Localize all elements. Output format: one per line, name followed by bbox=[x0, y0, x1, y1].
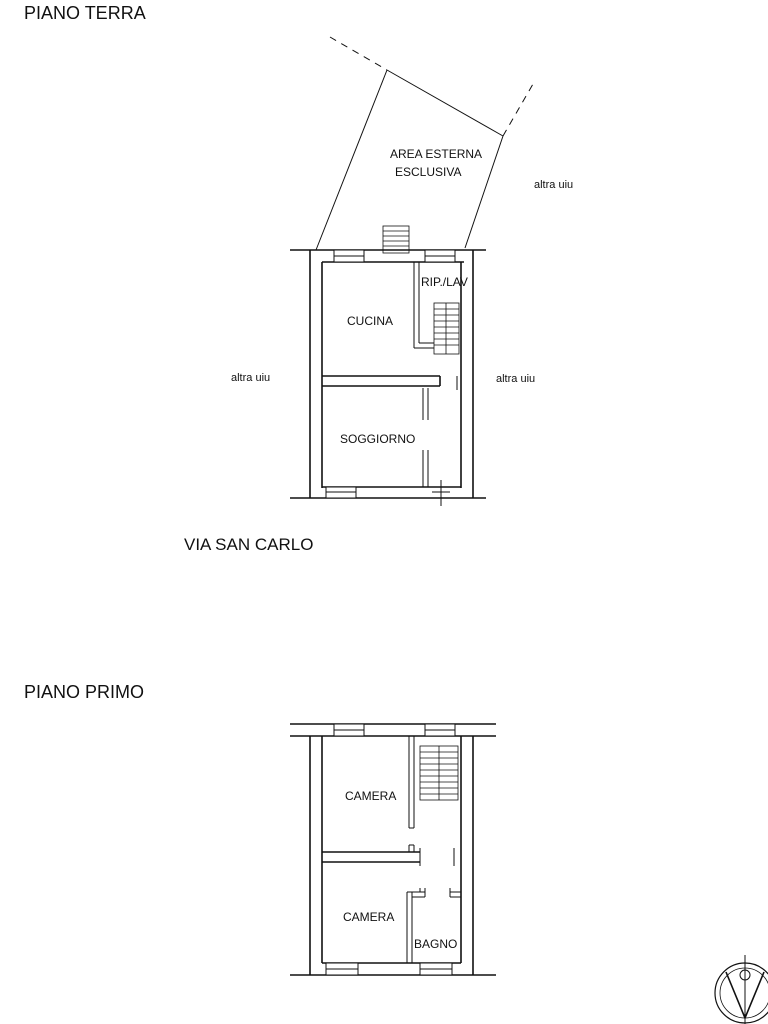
first-floor-title: PIANO PRIMO bbox=[24, 682, 145, 702]
outdoor-area-label-line2: ESCLUSIVA bbox=[395, 165, 462, 179]
bedroom-label: CAMERA bbox=[343, 910, 395, 924]
living-room-label: SOGGIORNO bbox=[340, 432, 416, 446]
outdoor-area-label: AREA ESTERNA bbox=[390, 147, 483, 161]
ground-floor-title: PIANO TERRA bbox=[24, 3, 146, 23]
first-floor-stair bbox=[420, 746, 458, 800]
surveyor-compass-logo-icon bbox=[715, 955, 768, 1024]
bathroom-label: BAGNO bbox=[414, 937, 458, 951]
first-floor-walls bbox=[290, 724, 496, 975]
ground-floor-stair bbox=[434, 303, 459, 354]
outdoor-steps bbox=[383, 226, 409, 253]
street-name: VIA SAN CARLO bbox=[184, 535, 314, 554]
outdoor-area-outline bbox=[316, 37, 533, 250]
bedroom-label: CAMERA bbox=[345, 789, 397, 803]
storage-laundry-label: RIP./LAV bbox=[421, 275, 468, 289]
neighbor-unit-label: altra uiu bbox=[496, 373, 536, 385]
neighbor-unit-label: altra uiu bbox=[231, 372, 271, 384]
kitchen-label: CUCINA bbox=[347, 314, 394, 328]
neighbor-unit-label: altra uiu bbox=[534, 179, 574, 191]
